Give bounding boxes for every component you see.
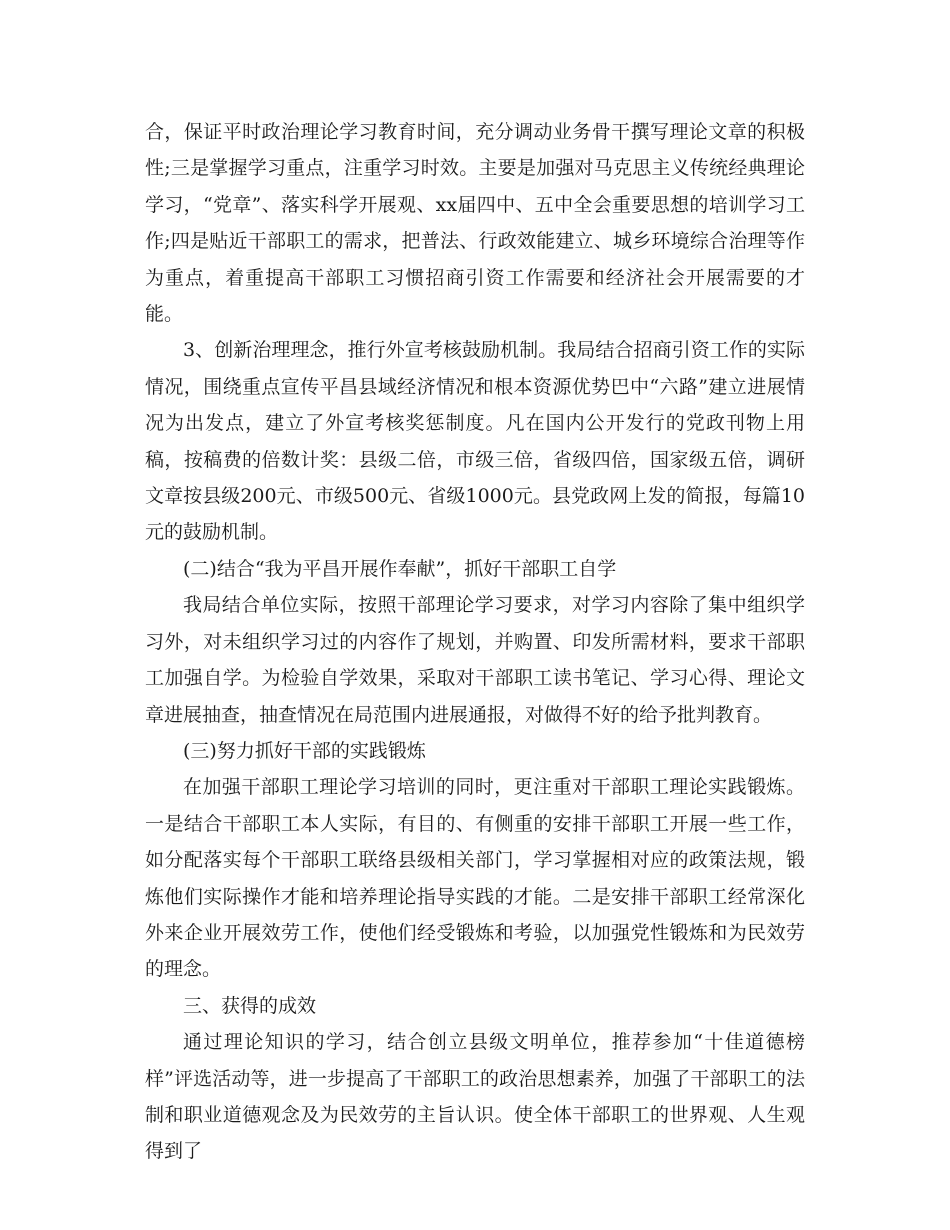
paragraph-continuation: 合，保证平时政治理论学习教育时间，充分调动业务骨干撰写理论文章的积极性;三是掌握学习重点，注重学习时效。主要是加强对马克思主义传统经典理论学习，“党章”、落实科学开展观、xx届四中、五中全会重要思想的培训学习工作;四是贴近干部职工的需求，把普法、行政效能建立、城乡环境综合治理等作为重点，着重提高干部职工习惯招商引资工作需要和经济社会开展需要的才能。 — [145, 121, 805, 326]
paragraph-results: 通过理论知识的学习，结合创立县级文明单位，推荐参加“十佳道德榜样”评选活动等，进一步提高了干部职工的政治思想素养，加强了干部职工的法制和职业道德观念及为民效劳的主旨认识。使全体干部职工的世界观、人生观得到了 — [145, 1031, 805, 1163]
paragraph-item-3: 3、创新治理理念，推行外宣考核鼓励机制。我局结合招商引资工作的实际情况，围绕重点宣传平昌县域经济情况和根本资源优势巴中“六路”建立进展情况为出发点，建立了外宣考核奖惩制度。凡在国内公开发行的党政刊物上用稿，按稿费的倍数计奖：县级二倍，市级三倍，省级四倍，国家级五倍，调研文章按县级200元、市级500元、省级1000元。县党政网上发的简报，每篇10元的鼓励机制。 — [145, 339, 805, 544]
section-heading-3: (三)努力抓好干部的实践锻炼 — [183, 739, 426, 762]
section-heading-2: (二)结合“我为平昌开展作奉献”，抓好干部职工自学 — [183, 557, 617, 580]
paragraph-practice: 在加强干部职工理论学习培训的同时，更注重对干部职工理论实践锻炼。一是结合干部职工本人实际，有目的、有侧重的安排干部职工开展一些工作，如分配落实每个干部职工联络县级相关部门，学习掌握相对应的政策法规，锻炼他们实际操作才能和培养理论指导实践的才能。二是安排干部职工经常深化外来企业开展效劳工作，使他们经受锻炼和考验，以加强党性锻炼和为民效劳的理念。 — [145, 776, 805, 981]
section-heading-results: 三、获得的成效 — [183, 994, 317, 1017]
paragraph-self-study: 我局结合单位实际，按照干部理论学习要求，对学习内容除了集中组织学习外，对未组织学习过的内容作了规划，并购置、印发所需材料，要求干部职工加强自学。为检验自学效果，采取对干部职工读书笔记、学习心得、理论文章进展抽查，抽查情况在局范围内进展通报，对做得不好的给予批判教育。 — [145, 594, 805, 726]
document-body — [145, 114, 805, 1170]
